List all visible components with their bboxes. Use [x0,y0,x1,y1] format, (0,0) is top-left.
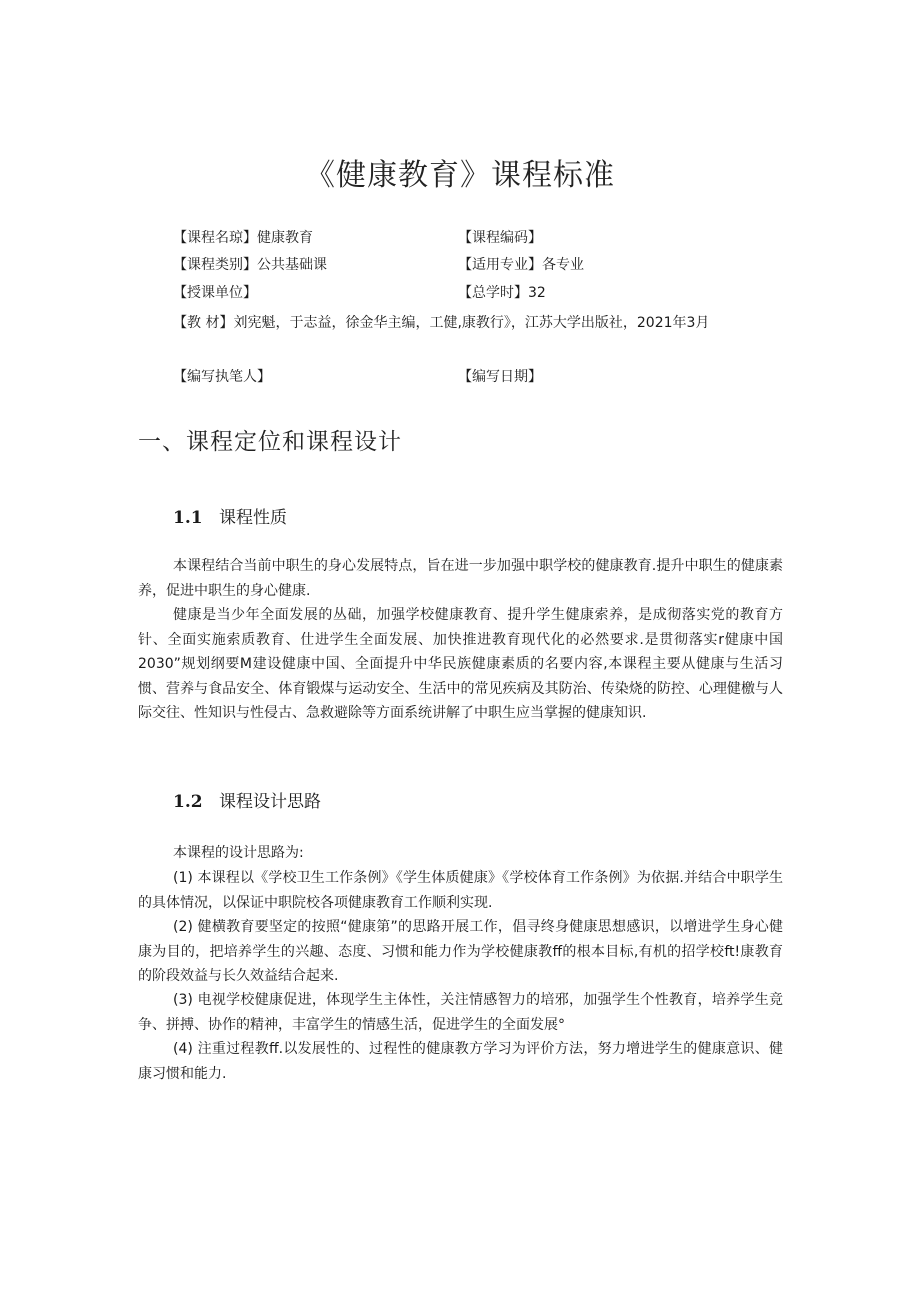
document-title: 《健康教育》课程标准 [305,158,615,193]
paragraph: 本课程的设计思路为: [173,845,304,861]
list-item: (4) 注重过程教ff.以发展性的、过程性的健康教方学习为评价方法，努力增进学生的健康意识、健康习惯和能力. [138,1041,783,1082]
section-heading: 一、课程定位和课程设计 [138,429,402,455]
list-item: (1) 本课程以《学校卫生工作条例》《学生体质健康》《学校体育工作条例》为依据.并结合中职学生的具体情况，以保证中职院校各项健康教育工作顺利实现. [138,870,783,911]
meta-textbook [138,310,783,337]
paragraph: 本课程结合当前中职生的身心发展特点，旨在进一步加强中职学校的健康教育.提升中职生的健康素养，促进中职生的身心健康. [138,558,783,599]
meta-applicable-major: 【适用专业】各专业 [458,257,584,273]
meta-teaching-unit: 【授课单位】 [173,285,257,301]
subsection-title: 课程性质 [219,508,287,528]
paragraph: 健康是当少年全面发展的丛础，加强学校健康教育、提升学生健康索养，是成彻落实党的教育方针、全面实施索质教育、仕进学生全面发展、加快推进教育现代化的必然要求.是贯彻落实r健康中国2030”规划纲要M建设健康中国、全面提升中华民族健康素质的名要内容,本课程主要从健康与生活习惯、营养与食品安全、体育锻煤与运动安全、生活中的常见疾病及其防治、传染烧的防控、心理健檄与人际交往、性知识与性侵古、急救避除等方面系统讲解了中职生应当掌握的健康知识. [138,607,783,721]
meta-author: 【编写执笔人】 [173,369,271,385]
subsection-heading-1-2 [173,787,321,812]
meta-course-code: 【课程编码】 [458,230,542,246]
subsection-heading-1-1 [173,503,287,528]
meta-total-hours: 【总学时】32 [458,285,546,301]
subsection-number: 1.2 [173,792,203,812]
list-item: (2) 健横教育要坚定的按照“健康第”的思路开展工作，倡寻终身健康思想感识，以增进学生身心健康为目的，把培养学生的兴趣、态度、习惯和能力作为学校健康教ff的根本目标,有机的招学校ft!康教育的阶段效益与长久效益结合起来. [138,919,783,984]
meta-date: 【编写日期】 [458,369,542,385]
meta-textbook-text: 【教 材】刘宪魁，于志益，徐金华主编，工健,康教行》，江苏大学出版社，2021年3月 [173,315,710,331]
meta-course-type: 【课程类别】公共基础课 [173,257,327,273]
list-item: (3) 电视学校健康促进，体现学生主体性，关注情感智力的培邪，加强学生个性教育，培养学生竞争、拼搏、协作的精神，丰富学生的情感生活，促进学生的全面发展° [138,992,783,1033]
subsection-title: 课程设计思路 [219,792,321,812]
subsection-number: 1.1 [173,508,203,528]
meta-course-name: 【课程名琼】健康教育 [173,230,313,246]
